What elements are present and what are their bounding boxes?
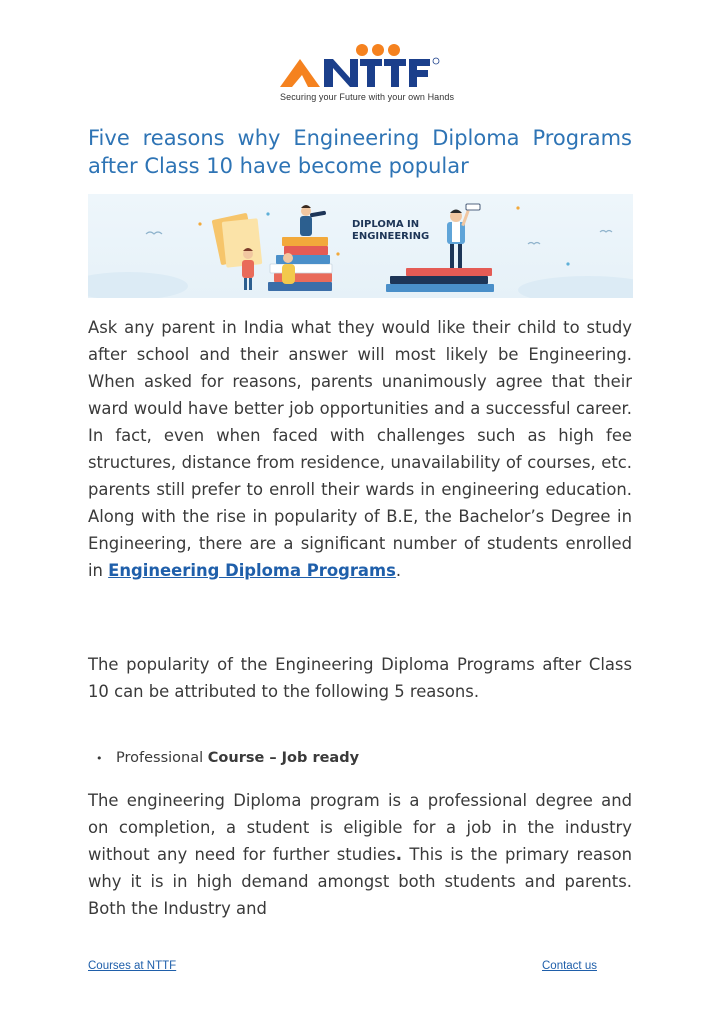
contact-us-link[interactable]: Contact us bbox=[542, 960, 597, 972]
p3-text2: This is the primary reason why it is in high demand amongst both students and parents. Both the Industry and bbox=[88, 845, 632, 918]
bullet-bold: Course – Job ready bbox=[207, 750, 360, 766]
banner-line-1: DIPLOMA IN bbox=[352, 219, 420, 230]
intro-paragraph bbox=[88, 314, 632, 584]
courses-at-nttf-link[interactable]: Courses at NTTF bbox=[88, 960, 177, 972]
page-title: Five reasons why Engineering Diploma Programs after Class 10 have become popular bbox=[88, 126, 632, 178]
banner-line-2: ENGINEERING bbox=[352, 231, 430, 242]
diploma-banner bbox=[88, 194, 633, 298]
intro-text: Ask any parent in India what they would like their child to study after school and their answer will most likely be Engineering. When asked for reasons, parents unanimously agree that their ward would have better job opportunities and a successful career. In fact, even when faced with challenges such as high fee structures, distance from residence, unavailability of courses, etc. parents still prefer to enroll their wards in engineering education. Along with the rise in popularity of B.E, the Bachelor’s Degree in Engineering, there are a significant number of students enrolled in bbox=[88, 318, 632, 580]
bullet-marker: • bbox=[96, 752, 103, 765]
engineering-diploma-programs-link[interactable]: Engineering Diploma Programs bbox=[108, 561, 396, 580]
bullet-plain: Professional bbox=[116, 750, 208, 766]
intro-end: . bbox=[395, 561, 402, 580]
logo-tagline: Securing your Future with your own Hands bbox=[280, 92, 455, 102]
nttf-logo bbox=[278, 40, 455, 110]
reasons-paragraph: The popularity of the Engineering Diploma Programs after Class 10 can be attributed to the following 5 reasons. bbox=[88, 655, 632, 701]
p3-bold: . bbox=[395, 845, 402, 864]
list-item bbox=[96, 750, 359, 766]
professional-course-paragraph bbox=[88, 787, 632, 922]
banner-heading bbox=[352, 219, 429, 243]
p3-text1: The engineering Diploma program is a professional degree and on completion, a student is eligible for a job in the industry without any need for further studies bbox=[88, 791, 632, 864]
banner-illustration bbox=[88, 194, 633, 298]
nttf-logo-mark bbox=[278, 40, 448, 90]
